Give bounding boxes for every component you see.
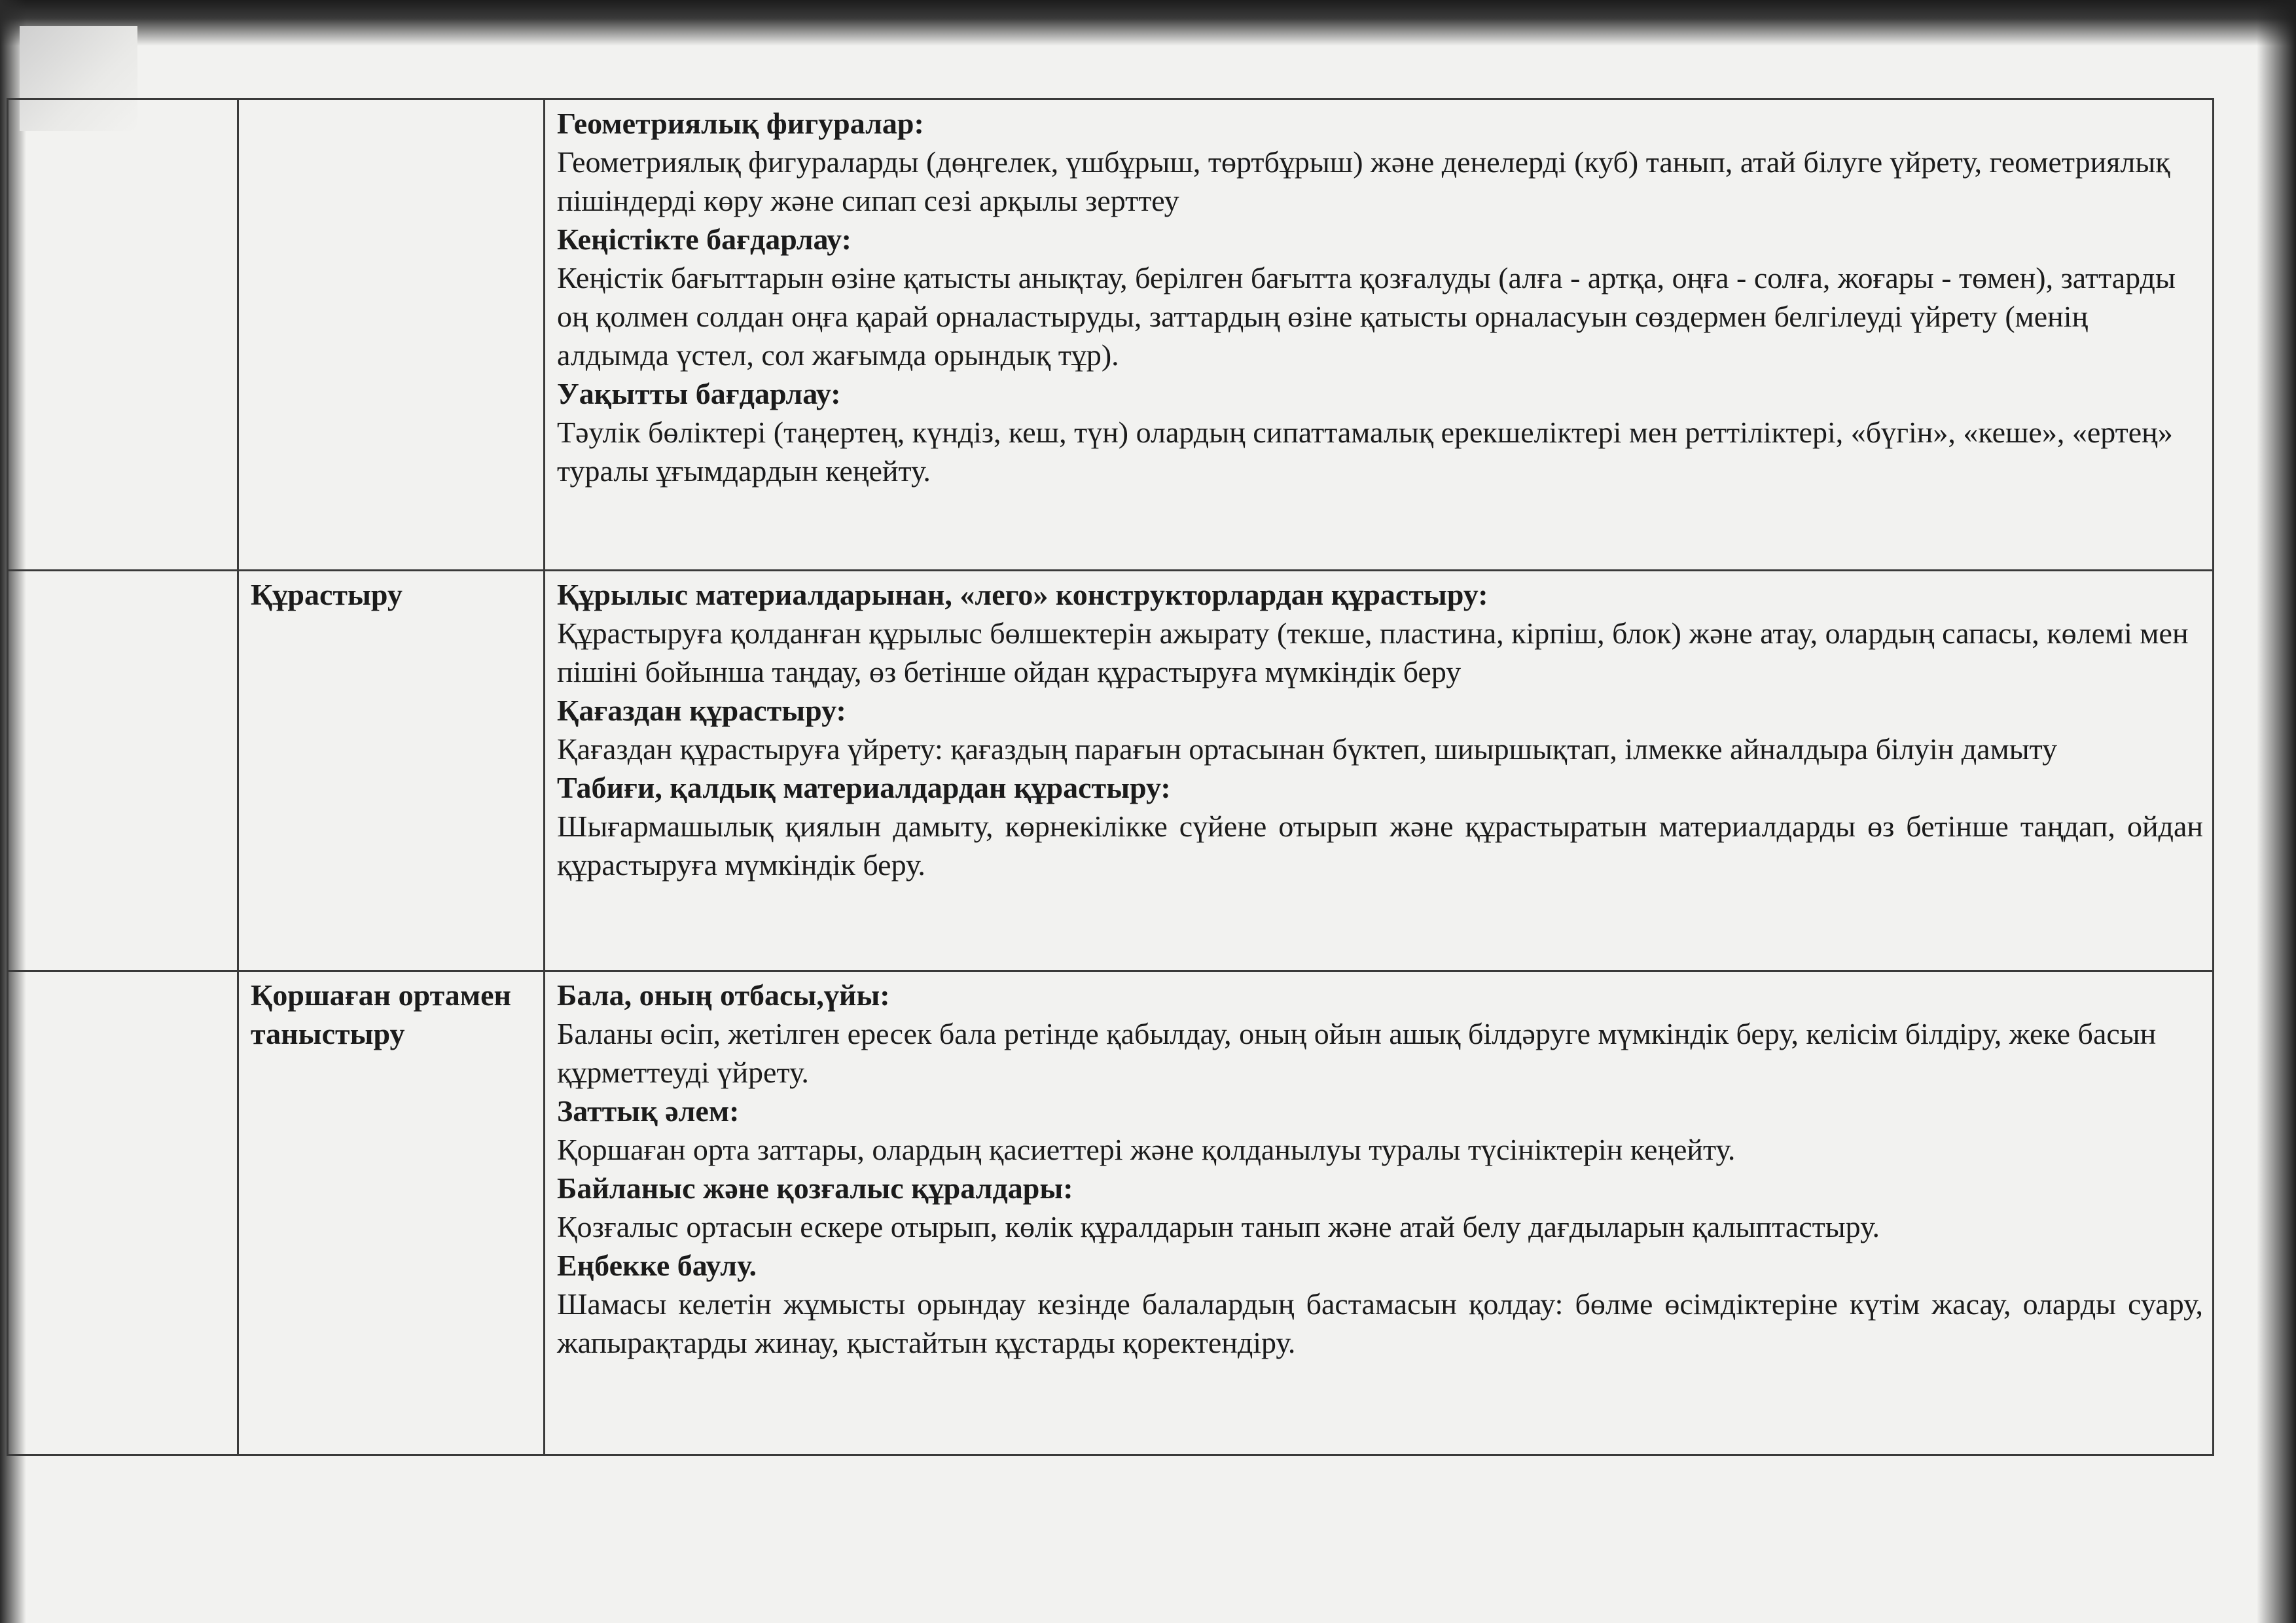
section-text: Геометриялық фигураларды (дөңгелек, үшбұрыш, төртбұрыш) және денелерді (куб) танып, атай білуге үйрету, геометриялық пішіндерді көру және сипап сезі арқылы зерттеу [557,145,2170,217]
section-heading: Бала, оның отбасы,үйы: [557,978,890,1012]
section-heading: Құрылыс материалдарынан, «лего» конструкторлардан құрастыру: [557,578,1488,611]
section-heading: Кеңістікте бағдарлау: [557,223,852,256]
section-heading: Уақытты бағдарлау: [557,377,841,410]
content-cell [545,971,2214,1455]
scan-right-shadow [2257,0,2296,1623]
section-text: Қозғалыс ортасын ескере отырып, көлік құралдарын танып және атай белу дағдыларын қалыптастыру. [557,1210,1880,1243]
section-text: Қоршаған орта заттары, олардың қасиеттері және қолданылуы туралы түсініктерін кеңейту. [557,1133,1736,1166]
area-title: Қоршаған ортамен таныстыру [251,978,512,1050]
table-row-math [8,99,2214,571]
section-text: Шығармашылық қиялын дамыту, көрнекілікке сүйене отырып және құрастыратын материалдарды өз бетінше таңдап, ойдан құрастыруға мүмкіндік беру. [557,810,2203,882]
content-cell [545,571,2214,971]
section-text: Кеңістік бағыттарын өзіне қатысты анықтау, берілген бағытта қозғалуды (алға - артқа, оңға - солға, жоғары - төмен), заттарды оң қолмен солдан оңға қарай орналастыруды, заттардың өзіне қатысты орналасуын сөздермен белгілеуді үйрету (менің алдымда үстел, сол жағымда орындық тұр). [557,261,2176,372]
area-title: Құрастыру [251,578,403,611]
curriculum-table [7,98,2214,1456]
section-text: Шамасы келетін жұмысты орындау кезінде балалардың бастамасын қолдау: бөлме өсімдіктеріне күтім жасау, оларды суару, жапырақтарды жинау, қыстайтын құстарды қоректендіру. [557,1287,2203,1359]
section-heading: Геометриялық фигуралар: [557,107,924,140]
area-cell [238,99,545,571]
section-heading: Еңбекке баулу. [557,1249,757,1282]
section-text: Баланы өсіп, жетілген ересек бала ретінде қабылдау, оның ойын ашық білдәруге мүмкіндік беру, келісім білдіру, жеке басын құрметтеуді үйрету. [557,1017,2157,1089]
section-heading: Табиғи, қалдық материалдардан құрастыру: [557,771,1171,804]
area-cell [238,971,545,1455]
section-text: Тәулік бөліктері (таңертең, күндіз, кеш, түн) олардың сипаттамалық ерекшеліктері мен реттіліктері, «бүгін», «кеше», «ертең» туралы ұғымдардын кеңейту. [557,416,2173,488]
section-text: Қағаздан құрастыруға үйрету: қағаздың парағын ортасынан бүктеп, шиыршықтап, ілмекке айналдыра білуін дамыту [557,732,2058,766]
scan-top-shadow [0,0,2296,46]
section-heading: Қағаздан құрастыру: [557,694,846,727]
table-row-environment [8,971,2214,1455]
table-row-construction [8,571,2214,971]
area-cell [238,571,545,971]
section-heading: Заттық әлем: [557,1094,740,1128]
content-cell [545,99,2214,571]
section-text: Құрастыруға қолданған құрылыс бөлшектерін ажырату (текше, пластина, кірпіш, блок) және атау, олардың сапасы, көлемі мен пішіні бойынша таңдау, өз бетінше ойдан құрастыруға мүмкіндік беру [557,616,2189,688]
empty-cell [8,571,238,971]
empty-cell [8,971,238,1455]
section-heading: Байланыс және қозғалыс құралдары: [557,1171,1073,1205]
empty-cell [8,99,238,571]
